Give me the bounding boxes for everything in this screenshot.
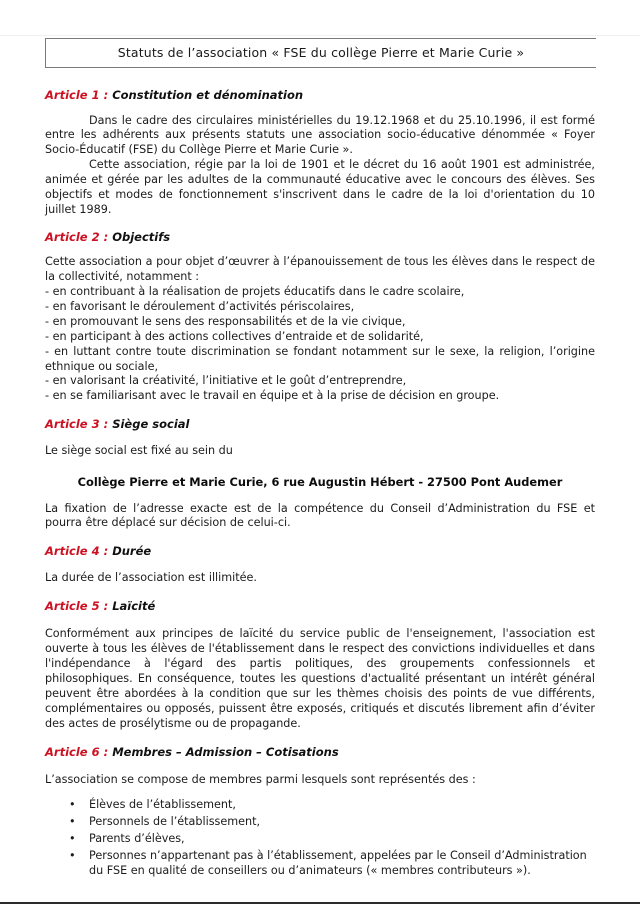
article-heading-4	[45, 544, 595, 560]
list-item-label: Personnes n’appartenant pas à l’établissement, appelées par le Conseil d’Administration du FSE en qualité de conseillers ou d’animateurs (« membres contributeurs »).	[89, 848, 587, 877]
article-3-lead: Le siège social est fixé au sein du	[45, 443, 233, 457]
article-2-item-5: - en luttant contre toute discrimination se fondant notamment sur le sexe, la religion, l’origine ethnique ou sociale,	[45, 344, 595, 373]
list-item	[69, 814, 595, 829]
article-2-item-7: - en se familiarisant avec le travail en équipe et à la prise de décision en groupe.	[45, 389, 500, 403]
page-bottom-rule	[0, 902, 640, 904]
article-1-paragraph-2: Cette association, régie par la loi de 1901 et le décret du 16 août 1901 est administrée, animée et gérée par les adultes de la communauté éducative avec le concours des élèves. Ses objectifs et modes de fonctionnement s'inscrivent dans le cadre de la loi d'orientation du 10 juillet 1989.	[45, 158, 595, 216]
article-2-item-4: - en participant à des actions collectives d’entraide et de solidarité,	[45, 329, 424, 343]
list-item-label: Personnels de l’établissement,	[89, 814, 261, 828]
document-content	[45, 0, 595, 880]
list-item-label: Élèves de l’établissement,	[89, 797, 236, 811]
list-item	[69, 797, 595, 812]
page-title: Statuts de l’association « FSE du collège Pierre et Marie Curie »	[117, 45, 525, 60]
article-4-body: La durée de l’association est illimitée.	[45, 570, 257, 584]
article-2-item-2: - en favorisant le déroulement d’activités périscolaires,	[45, 299, 355, 313]
list-item-label: Parents d’élèves,	[89, 831, 185, 845]
article-1-paragraph-1: Dans le cadre des circulaires ministérielles du 19.12.1968 et du 25.10.1996, il est formé entre les adhérents aux présents statuts une association socio-éducative dénommée « Foyer Socio-Éducatif (FSE) du Collège Pierre et Marie Curie ».	[45, 113, 595, 157]
article-title-3: Siège social	[112, 417, 190, 432]
article-title-2: Objectifs	[112, 229, 171, 244]
member-list	[45, 797, 595, 878]
article-2-item-3: - en promouvant le sens des responsabilités et de la vie civique,	[45, 314, 406, 328]
article-heading-1	[45, 88, 595, 104]
bullet-icon: •	[69, 831, 76, 845]
article-title-6: Membres – Admission – Cotisations	[112, 744, 339, 759]
article-2-item-1: - en contribuant à la réalisation de projets éducatifs dans le cadre scolaire,	[45, 285, 465, 299]
article-title-5: Laïcité	[112, 598, 156, 613]
article-2-intro: Cette association a pour objet d’œuvrer à l’épanouissement de tous les élèves dans le respect de la collectivité, notamment :	[45, 255, 595, 284]
article-heading-5	[45, 599, 595, 615]
article-label-2: Article 2 :	[45, 229, 109, 244]
article-2-item-6: - en valorisant la créativité, l’initiative et le goût d’entreprendre,	[45, 374, 407, 388]
article-heading-6	[45, 745, 595, 761]
bullet-icon: •	[69, 848, 76, 862]
document-title-box	[45, 38, 596, 68]
article-label-4: Article 4 :	[45, 544, 109, 559]
article-label-6: Article 6 :	[45, 744, 109, 759]
article-heading-3	[45, 417, 595, 433]
bullet-icon: •	[69, 814, 76, 828]
article-title-4: Durée	[112, 544, 152, 559]
list-item	[69, 831, 595, 846]
article-label-3: Article 3 :	[45, 417, 109, 432]
list-item	[69, 848, 595, 878]
article-5-body: Conformément aux principes de laïcité du service public de l'enseignement, l'association est ouverte à tous les élèves de l'établissement dans le respect des convictions individuelles et dans l'indépendance à l'égard des partis politiques, des groupements confessionnels et philosophiques. En conséquence, toutes les questions d'actualité présentant un intérêt général peuvent être abordées à la condition que sur les thèmes choisis des points de vue différents, complémentaires ou opposés, puissent être exposés, critiqués et discutés librement afin d’éviter des actes de prosélytisme ou de propagande.	[45, 627, 595, 730]
article-6-intro: L’association se compose de membres parmi lesquels sont représentés des :	[45, 773, 476, 787]
article-heading-2	[45, 230, 595, 246]
article-3-closing: La fixation de l’adresse exacte est de la compétence du Conseil d’Administration du FSE et pourra être déplacé sur décision de celui-ci.	[45, 501, 595, 530]
article-title-1: Constitution et dénomination	[112, 88, 304, 102]
bullet-icon: •	[69, 797, 76, 811]
article-label-5: Article 5 :	[45, 598, 109, 613]
association-address: Collège Pierre et Marie Curie, 6 rue Augustin Hébert - 27500 Pont Audemer	[77, 474, 563, 489]
article-label-1: Article 1 :	[45, 88, 109, 102]
